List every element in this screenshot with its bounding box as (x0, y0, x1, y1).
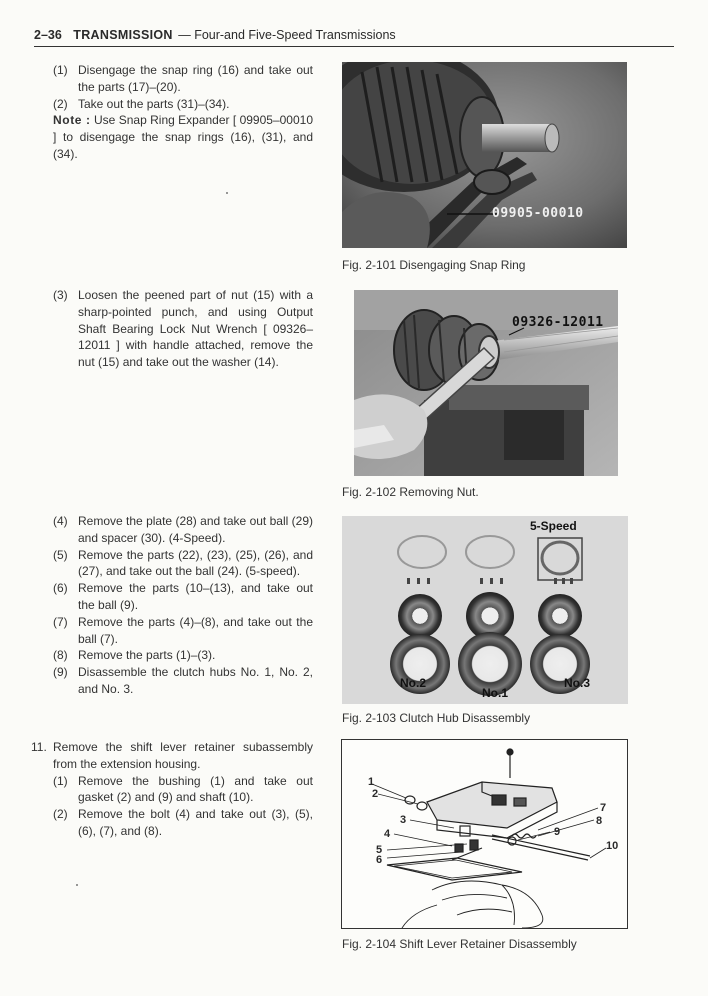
list-item: (5) Remove the parts (22), (23), (25), (26), and (27), and take out the ball (24). (5-speed). (53, 547, 313, 579)
five-speed-label: 5-Speed (530, 519, 577, 533)
fig-103-photo (342, 516, 628, 704)
page-number: 2–36 (34, 28, 62, 42)
print-speck (226, 192, 228, 194)
callout-7: 7 (600, 802, 607, 814)
list-item: (1) Disengage the snap ring (16) and take out the parts (17)–(20). (53, 63, 313, 94)
list-item: (3) Loosen the peened part of nut (15) with a sharp-pointed punch, and using Output Shaft Bearing Lock Nut Wrench [ 09326–12011 ] with handle attached, remove the nut (15) and take out the washer (14). (53, 288, 313, 370)
hub-no3-label: No.3 (564, 676, 591, 690)
callout-3: 3 (400, 814, 407, 826)
list-item: (2) Take out the parts (31)–(34). (53, 96, 230, 111)
fig-104-caption: Fig. 2-104 Shift Lever Retainer Disassembly (342, 937, 577, 951)
step-block-3 (53, 513, 313, 698)
note (53, 112, 313, 162)
list-item: 11. Remove the shift lever retainer subassembly from the extension housing. (31, 740, 313, 771)
fig-102-photo (354, 290, 618, 476)
step-block-1 (53, 62, 313, 163)
callout-4: 4 (384, 828, 391, 840)
note-text: Use Snap Ring Expander [ 09905–00010 ] to disengage the snap rings (16), (31), and (34). (53, 113, 313, 161)
print-speck (76, 884, 78, 886)
fig-101-caption: Fig. 2-101 Disengaging Snap Ring (342, 258, 526, 272)
callout-9: 9 (554, 826, 561, 838)
tool-number-label: 09905-00010 (492, 206, 584, 221)
list-item: (7) Remove the parts (4)–(8), and take out the ball (7). (53, 614, 313, 646)
callout-5: 5 (376, 844, 383, 856)
list-item: (6) Remove the parts (10–(13), and take out the ball (9). (53, 581, 313, 612)
list-item: (8) Remove the parts (1)–(3). (53, 648, 216, 663)
callout-6: 6 (376, 854, 383, 866)
tool-number-label: 09326-12011 (512, 315, 604, 330)
section-subtitle: — Four-and Five-Speed Transmissions (178, 28, 396, 42)
step-block-4 (31, 739, 313, 840)
list-item: (4) Remove the plate (28) and take out ball (29) and spacer (30). (4-Speed). (53, 514, 313, 545)
callout-1: 1 (368, 776, 375, 788)
callout-8: 8 (596, 815, 603, 827)
hub-no2-label: No.2 (400, 676, 427, 690)
fig-101-photo (342, 62, 627, 248)
fig-102-caption: Fig. 2-102 Removing Nut. (342, 485, 479, 499)
section-title: TRANSMISSION (73, 28, 173, 42)
callout-2: 2 (372, 788, 379, 800)
snap-ring-photo-image (342, 62, 627, 248)
hub-no1-label: No.1 (482, 686, 509, 700)
fig-103-caption: Fig. 2-103 Clutch Hub Disassembly (342, 711, 531, 725)
note-label: Note : (53, 113, 91, 128)
callout-10: 10 (606, 840, 619, 852)
step-block-2 (53, 287, 313, 371)
list-item: (2) Remove the bolt (4) and take out (3), (5), (6), (7), and (8). (53, 807, 313, 838)
list-item: (1) Remove the bushing (1) and take out gasket (2) and (9) and shaft (10). (53, 773, 313, 805)
list-item: (9) Disassemble the clutch hubs No. 1, No. 2, and No. 3. (53, 665, 313, 696)
page-header (34, 28, 674, 47)
fig-104-diagram (341, 739, 628, 929)
